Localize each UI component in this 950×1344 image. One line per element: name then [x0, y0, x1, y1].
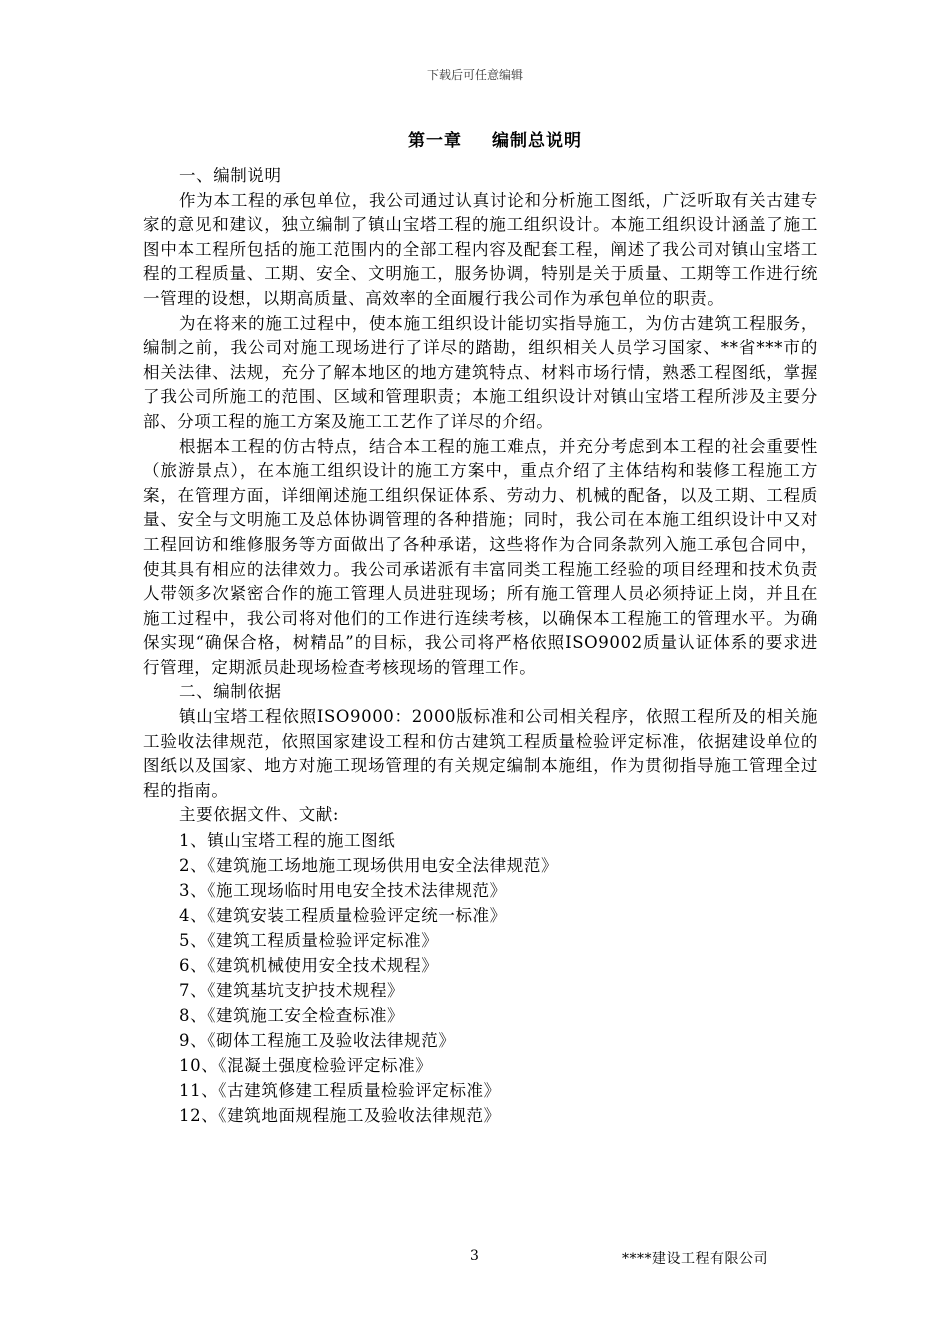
section-heading-2: 二、编制依据: [179, 682, 282, 702]
reference-list-heading: 主要依据文件、文献:: [179, 805, 340, 825]
paragraph: 作为本工程的承包单位，我公司通过认真讨论和分析施工图纸，广泛听取有关古建专家的意见和建议，独立编制了镇山宝塔工程的施工组织设计。本施工组织设计涵盖了施工图中本工程所包括的施工范围内的全部工程内容及配套工程，阐述了我公司对镇山宝塔工程的工程质量、工期、安全、文明施工，服务协调，特别是关于质量、工期等工作进行统一管理的设想，以期高质量、高效率的全面履行我公司作为承包单位的职责。: [143, 190, 818, 308]
list-item: 3、《施工现场临时用电安全技术法律规范》: [179, 881, 507, 901]
list-item: 10、《混凝土强度检验评定标准》: [179, 1056, 433, 1076]
chapter-name: 编制总说明: [492, 131, 582, 151]
footer-company: ****建设工程有限公司: [622, 1251, 768, 1267]
list-item: 4、《建筑安装工程质量检验评定统一标准》: [179, 906, 507, 926]
list-item: 1、镇山宝塔工程的施工图纸: [179, 831, 396, 851]
list-item: 9、《砌体工程施工及验收法律规范》: [179, 1031, 456, 1051]
chapter-number: 第一章: [408, 131, 462, 151]
document-body: [143, 164, 818, 1128]
chapter-title: [0, 126, 950, 151]
paragraph: 镇山宝塔工程依照ISO9000：2000版标准和公司相关程序，依照工程所及的相关施工验收法律规范，依照国家建设工程和仿古建筑工程质量检验评定标准，依据建设单位的图纸以及国家、地方对施工现场管理的有关规定编制本施组，作为贯彻指导施工管理全过程的指南。: [143, 707, 818, 800]
list-item: 12、《建筑地面规程施工及验收法律规范》: [179, 1106, 501, 1126]
list-item: 7、《建筑基坑支护技术规程》: [179, 981, 405, 1001]
list-item: 11、《古建筑修建工程质量检验评定标准》: [179, 1081, 501, 1101]
section-heading-1: 一、编制说明: [179, 166, 282, 185]
paragraph: 根据本工程的仿古特点，结合本工程的施工难点，并充分考虑到本工程的社会重要性（旅游景点），在本施工组织设计的施工方案中，重点介绍了主体结构和装修工程施工方案，在管理方面，详细阐述施工组织保证体系、劳动力、机械的配备，以及工期、工程质量、安全与文明施工及总体协调管理的各种措施；同时，我公司在本施工组织设计中又对工程回访和维修服务等方面做出了各种承诺，这些将作为合同条款列入施工承包合同中，使其具有相应的法律效力。我公司承诺派有丰富同类工程施工经验的项目经理和技术负责人带领多次紧密合作的施工管理人员进驻现场；所有施工管理人员必须持证上岗，并且在施工过程中，我公司将对他们的工作进行连续考核，以确保本工程施工的管理水平。为确保实现“确保合格，树精品”的目标，我公司将严格依照ISO9002质量认证体系的要求进行管理，定期派员赴现场检查考核现场的管理工作。: [143, 436, 818, 677]
reference-list: [143, 828, 818, 1128]
page-number: 3: [470, 1248, 479, 1264]
list-item: 8、《建筑施工安全检查标准》: [179, 1006, 405, 1026]
header-note: 下载后可任意编辑: [426, 68, 523, 82]
list-item: 6、《建筑机械使用安全技术规程》: [179, 956, 439, 976]
paragraph: 为在将来的施工过程中，使本施工组织设计能切实指导施工，为仿古建筑工程服务，编制之前，我公司对施工现场进行了详尽的踏勘，组织相关人员学习国家、**省***市的相关法律、法规，充分了解本地区的地方建筑特点、材料市场行情，熟悉工程图纸，掌握了我公司所施工的范围、区域和管理职责；本施工组织设计对镇山宝塔工程所涉及主要分部、分项工程的施工方案及施工工艺作了详尽的介绍。: [143, 313, 818, 431]
list-item: 2、《建筑施工场地施工现场供用电安全法律规范》: [179, 856, 559, 876]
list-item: 5、《建筑工程质量检验评定标准》: [179, 931, 439, 951]
